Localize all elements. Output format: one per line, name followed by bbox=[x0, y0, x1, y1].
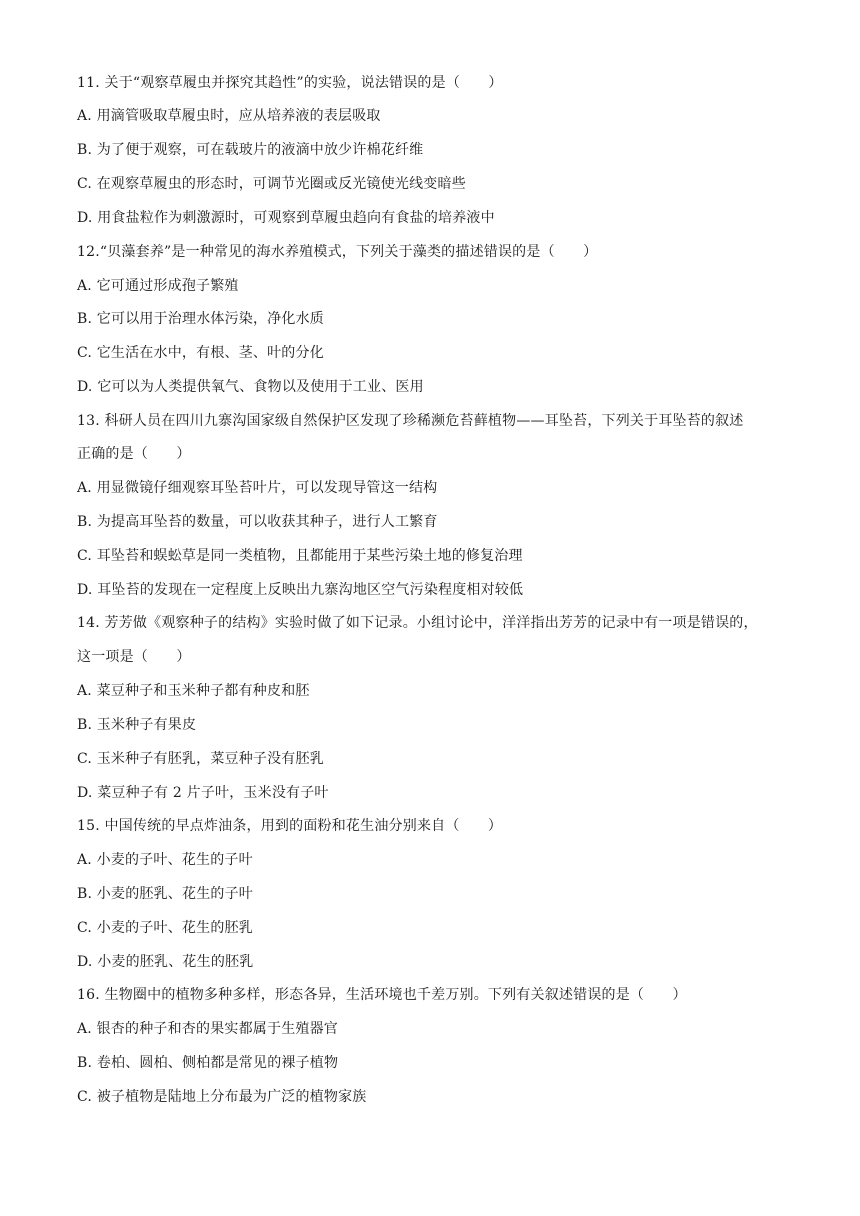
question-14-option-a: A. 菜豆种子和玉米种子都有种皮和胚 bbox=[77, 683, 310, 699]
question-11-option-a: A. 用滴管吸取草履虫时，应从培养液的表层吸取 bbox=[77, 108, 381, 124]
question-13-option-a: A. 用显微镜仔细观察耳坠苔叶片，可以发现导管这一结构 bbox=[77, 480, 438, 496]
question-12-option-c: C. 它生活在水中，有根、茎、叶的分化 bbox=[77, 345, 324, 361]
question-14-option-c: C. 玉米种子有胚乳，菜豆种子没有胚乳 bbox=[77, 751, 324, 767]
question-15-option-d: D. 小麦的胚乳、花生的胚乳 bbox=[77, 954, 254, 970]
question-15-stem: 15. 中国传统的早点炸油条，用到的面粉和花生油分别来自（ ） bbox=[77, 818, 503, 834]
question-14-stem-line-2: 这一项是（ ） bbox=[77, 649, 191, 665]
question-14-option-d: D. 菜豆种子有 2 片子叶，玉米没有子叶 bbox=[77, 785, 329, 801]
question-13-stem-line-2: 正确的是（ ） bbox=[77, 446, 191, 462]
question-13-stem-line-1: 13. 科研人员在四川九寨沟国家级自然保护区发现了珍稀濒危苔藓植物——耳坠苔，下列关于耳坠苔的叙述 bbox=[77, 413, 744, 429]
question-15-option-b: B. 小麦的胚乳、花生的子叶 bbox=[77, 886, 253, 902]
question-12-option-d: D. 它可以为人类提供氧气、食物以及使用于工业、医用 bbox=[77, 379, 424, 395]
question-15-option-c: C. 小麦的子叶、花生的胚乳 bbox=[77, 920, 253, 936]
question-16-option-a: A. 银杏的种子和杏的果实都属于生殖器官 bbox=[77, 1021, 339, 1037]
question-12-stem: 12.“贝藻套养”是一种常见的海水养殖模式，下列关于藻类的描述错误的是（ ） bbox=[77, 244, 598, 260]
question-11-option-b: B. 为了便于观察，可在载玻片的液滴中放少许棉花纤维 bbox=[77, 142, 424, 158]
question-11-option-c: C. 在观察草履虫的形态时，可调节光圈或反光镜使光线变暗些 bbox=[77, 176, 466, 192]
question-13-option-d: D. 耳坠苔的发现在一定程度上反映出九寨沟地区空气污染程度相对较低 bbox=[77, 582, 524, 598]
question-16-option-c: C. 被子植物是陆地上分布最为广泛的植物家族 bbox=[77, 1089, 367, 1105]
question-12-option-a: A. 它可通过形成孢子繁殖 bbox=[77, 278, 239, 294]
question-11-stem: 11. 关于“观察草履虫并探究其趋性”的实验，说法错误的是（ ） bbox=[77, 75, 503, 91]
question-12-option-b: B. 它可以用于治理水体污染，净化水质 bbox=[77, 311, 324, 327]
question-13-option-b: B. 为提高耳坠苔的数量，可以收获其种子，进行人工繁育 bbox=[77, 514, 438, 530]
question-16-option-b: B. 卷柏、圆柏、侧柏都是常见的裸子植物 bbox=[77, 1055, 339, 1071]
question-15-option-a: A. 小麦的子叶、花生的子叶 bbox=[77, 852, 253, 868]
question-13-option-c: C. 耳坠苔和蜈蚣草是同一类植物，且都能用于某些污染土地的修复治理 bbox=[77, 548, 523, 564]
question-14-stem-line-1: 14. 芳芳做《观察种子的结构》实验时做了如下记录。小组讨论中，洋洋指出芳芳的记录中有一项是错误的， bbox=[77, 615, 758, 631]
question-14-option-b: B. 玉米种子有果皮 bbox=[77, 717, 197, 733]
question-16-stem: 16. 生物圈中的植物多种多样，形态各异，生活环境也千差万别。下列有关叙述错误的是（ ） bbox=[77, 987, 687, 1003]
question-11-option-d: D. 用食盐粒作为刺激源时，可观察到草履虫趋向有食盐的培养液中 bbox=[77, 210, 495, 226]
